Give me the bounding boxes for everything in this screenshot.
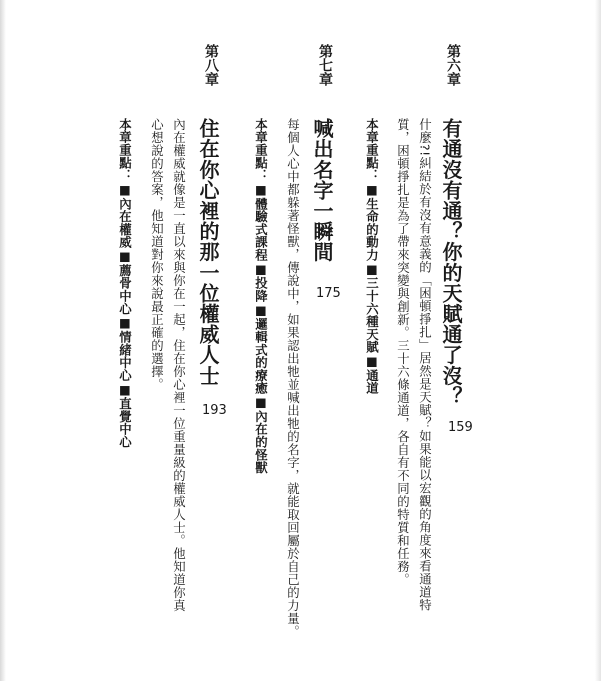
chapter-6-number: 第六章 bbox=[445, 44, 461, 86]
chapter-8-number: 第八章 bbox=[203, 44, 219, 86]
chapter-8-description-line-2: 心想說的答案，他知道對你來說最正確的選擇。 bbox=[149, 118, 165, 391]
chapter-7-title: 喊出名字一瞬間 bbox=[310, 118, 334, 263]
chapter-8-title: 住在你心裡的那一位權威人士 bbox=[196, 118, 220, 386]
page-left-edge-shadow bbox=[0, 0, 6, 681]
chapter-7-page-number: 175 bbox=[316, 286, 341, 301]
chapter-6-page-number: 159 bbox=[448, 420, 473, 435]
chapter-6-description-line-2: 質，困頓掙扎是為了帶來突變與創新。三十六條通道，各自有不同的特質和任務。 bbox=[395, 118, 411, 586]
chapter-8-key-points: 本章重點：■內在權威■薦骨中心■情緒中心■直覺中心 bbox=[117, 118, 133, 449]
page-right-edge-shadow bbox=[595, 0, 601, 681]
chapter-6-key-points: 本章重點：■生命的動力■三十六種天賦■通道 bbox=[364, 118, 380, 395]
chapter-7-description-line-1: 每個人心中都躲著怪獸，傳說中，如果認出牠並喊出牠的名字，就能取回屬於自己的力量。 bbox=[285, 118, 301, 638]
chapter-6-title: 有通沒有通？你的天賦通了沒？ bbox=[439, 118, 463, 407]
chapter-8-description-line-1: 內在權威就像是一直以來與你在一起，住在你心裡一位重量級的權威人士。他知道你真 bbox=[171, 118, 187, 612]
chapter-7-key-points: 本章重點：■體驗式課程■投降■邏輯式的療癒■內在的怪獸 bbox=[253, 118, 269, 474]
chapter-7-number: 第七章 bbox=[317, 44, 333, 86]
chapter-6-description-line-1: 什麼?!糾結於有沒有意義的「困頓掙扎」居然是天賦？如果能以宏觀的角度來看通道特 bbox=[417, 118, 433, 612]
chapter-8-page-number: 193 bbox=[202, 403, 227, 418]
